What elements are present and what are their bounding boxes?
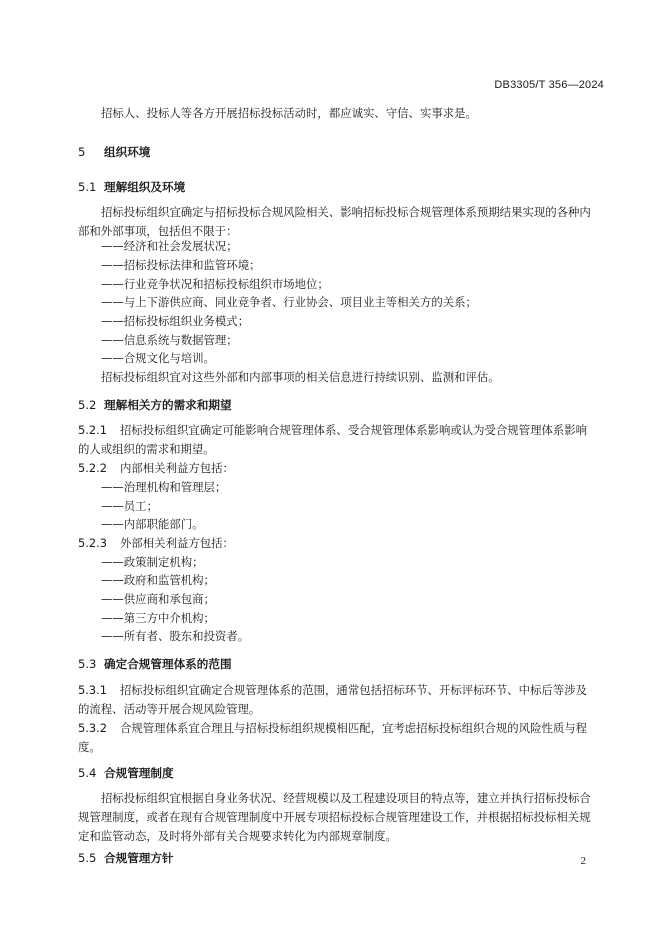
clause-number: 5.2.1 [78,423,107,437]
clause-text: 招标投标组织宜确定可能影响合规管理体系、受合规管理体系影响或认为受合规管理体系影响的人或组织的需求和期望。 [78,423,588,456]
clause-5-2-1 [78,421,598,459]
section-title: 确定合规管理体系的范围 [104,657,232,671]
clause-text: 外部相关利益方包括： [120,536,234,550]
section-5-3-heading [78,655,232,673]
section-number: 5.3 [78,657,97,671]
intro-paragraph: 招标人、投标人等各方开展招标投标活动时，都应诚实、守信、实事求是。 [101,106,477,120]
list-item: ——供应商和承包商； [101,592,215,606]
list-item: ——所有者、股东和投资者。 [101,629,250,643]
section-title: 合规管理制度 [104,766,174,780]
section-5-heading [78,143,150,161]
list-item: ——招标投标法律和监管环境； [101,258,261,272]
section-number: 5.4 [78,766,97,780]
section-5-1-lead: 招标投标组织宜确定与招标投标合规风险相关、影响招标投标合规管理体系预期结果实现的各种内部和外部事项，包括但不限于： [78,205,591,238]
list-item: ——内部职能部门。 [101,517,204,531]
clause-5-2-3 [78,534,598,553]
list-item: ——行业竞争状况和招标投标组织市场地位； [101,277,329,291]
clause-number: 5.2.3 [78,536,107,550]
clause-text: 招标投标组织宜确定合规管理体系的范围，通常包括招标环节、开标评标环节、中标后等涉及的流程、活动等开展合规风险管理。 [78,683,588,716]
section-5-1-closing: 招标投标组织宜对这些外部和内部事项的相关信息进行持续识别、监测和评估。 [101,370,500,384]
page-number: 2 [580,855,586,867]
section-title: 理解组织及环境 [104,180,186,194]
section-5-2-heading [78,396,232,414]
clause-number: 5.3.1 [78,683,107,697]
section-title: 合规管理方针 [104,851,174,865]
list-item: ——政府和监管机构； [101,573,215,587]
section-number: 5 [78,145,86,159]
list-item: ——信息系统与数据管理； [101,333,238,347]
section-5-4-paragraph: 招标投标组织宜根据自身业务状况、经营规模以及工程建设项目的特点等，建立并执行招标投标合规管理制度，或者在现有合规管理制度中开展专项招标投标合规管理建设工作，并根据招标投标相关规定和监管动态，及时将外部有关合规要求转化为内部规章制度。 [78,791,591,843]
clause-number: 5.3.2 [78,721,107,735]
list-item: ——经济和社会发展状况； [101,239,238,253]
section-number: 5.2 [78,398,97,412]
section-5-5-heading [78,849,174,867]
section-title: 组织环境 [104,145,151,159]
standard-code: DB3305/T 356—2024 [494,79,604,91]
list-item: ——员工； [101,499,158,513]
section-5-1-heading [78,178,185,196]
clause-text: 内部相关利益方包括： [120,461,234,475]
list-item: ——合规文化与培训。 [101,351,215,365]
section-title: 理解相关方的需求和期望 [104,398,232,412]
clause-number: 5.2.2 [78,461,107,475]
section-5-4-heading [78,764,174,782]
section-number: 5.1 [78,180,97,194]
list-item: ——治理机构和管理层； [101,480,227,494]
list-item: ——第三方中介机构； [101,611,215,625]
section-number: 5.5 [78,851,97,865]
clause-text: 合规管理体系宜合理且与招标投标组织规模相匹配，宜考虑招标投标组织合规的风险性质与程度。 [78,721,588,754]
list-item: ——与上下游供应商、同业竞争者、行业协会、项目业主等相关方的关系； [101,295,477,309]
clause-5-3-1 [78,681,598,719]
clause-5-3-2 [78,719,598,757]
list-item: ——政策制定机构； [101,555,204,569]
list-item: ——招标投标组织业务模式； [101,314,250,328]
clause-5-2-2 [78,459,598,478]
